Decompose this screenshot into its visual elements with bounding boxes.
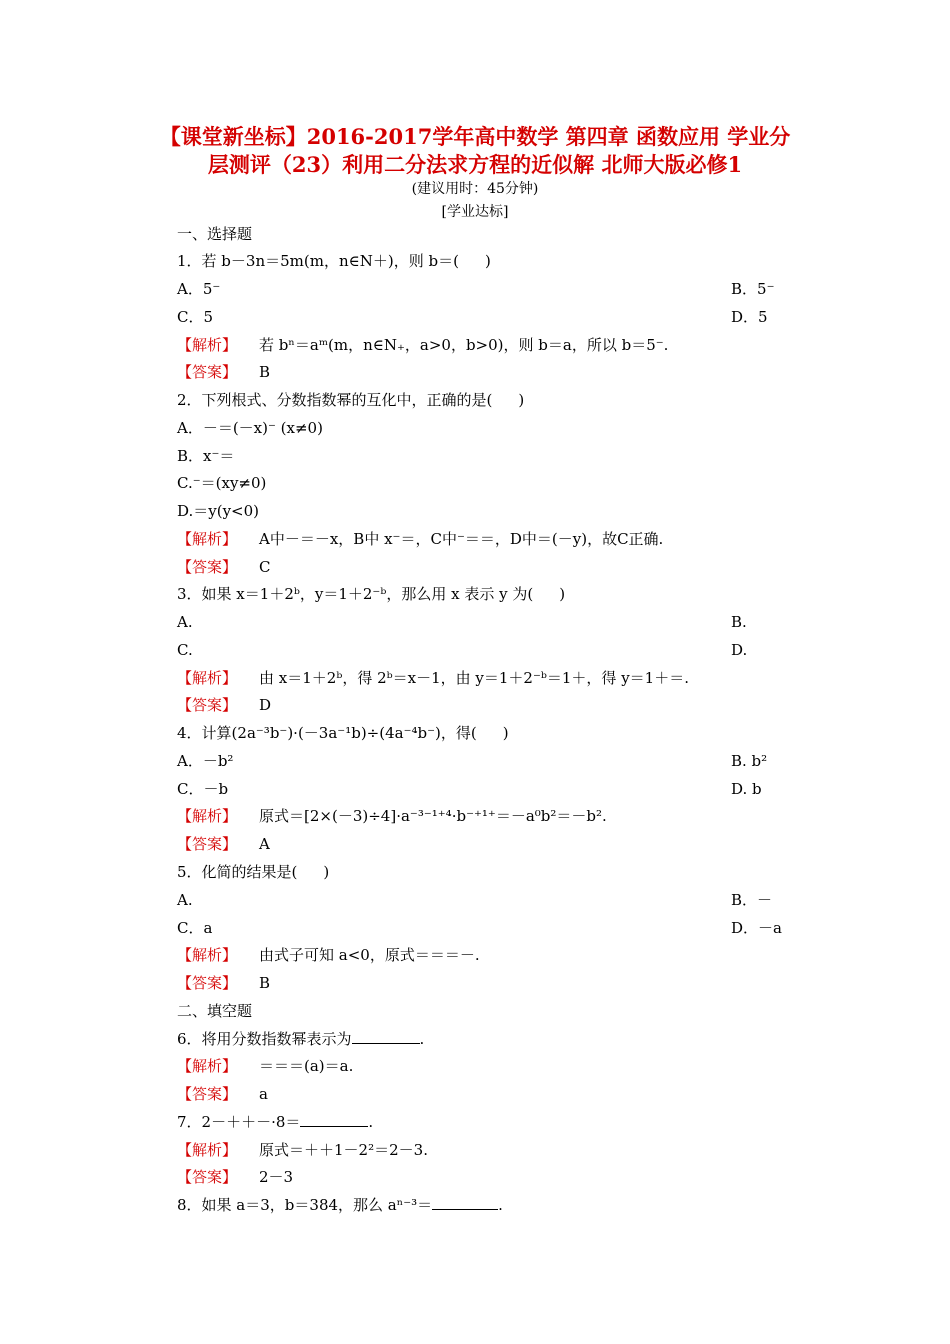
- question-2-option-b: B．x⁻＝: [177, 447, 235, 465]
- question-3-option-c: C.: [177, 641, 193, 659]
- question-5-option-a: A.: [177, 891, 193, 909]
- question-5-stem: 5．化简的结果是( ): [177, 863, 330, 881]
- document-title-line-1: 【课堂新坐标】2016-2017学年高中数学 第四章 函数应用 学业分: [159, 124, 791, 149]
- question-3-analysis: 【解析】 由 x＝1＋2ᵇ，得 2ᵇ＝x－1，由 y＝1＋2⁻ᵇ＝1＋，得 y＝1＋＝.: [177, 669, 689, 687]
- question-4-option-d: D. b: [731, 780, 762, 798]
- question-4-option-b: B. b²: [731, 752, 768, 770]
- question-7-analysis: 【解析】 原式＝＋＋1－2²＝2－3.: [177, 1141, 428, 1159]
- question-6-answer: 【答案】 a: [177, 1085, 268, 1103]
- question-4-option-c: C．－b: [177, 780, 229, 798]
- question-1-option-a: A．5⁻: [177, 280, 221, 298]
- question-2-answer: 【答案】 C: [177, 558, 271, 576]
- question-2-option-c: C.⁻＝(xy≠0): [177, 474, 267, 492]
- question-6-stem: 6．将用分数指数幂表示为 .: [177, 1030, 425, 1048]
- section-heading-choice: 一、选择题: [177, 225, 253, 243]
- question-8-stem: 8．如果 a＝3，b＝384，那么 aⁿ⁻³＝ .: [177, 1196, 503, 1214]
- suggested-time: (建议用时：45分钟): [411, 181, 539, 197]
- question-1-answer: 【答案】 B: [177, 363, 271, 381]
- question-2-option-d: D.＝y(y<0): [177, 502, 260, 520]
- question-3-answer: 【答案】 D: [177, 696, 272, 714]
- question-7-stem: 7．2－＋＋－·8＝ .: [177, 1113, 374, 1131]
- question-4-option-a: A．－b²: [177, 752, 234, 770]
- document-title-line-2: 层测评（23）利用二分法求方程的近似解 北师大版必修1: [207, 152, 743, 177]
- answer-blank: [432, 1195, 498, 1210]
- question-2-option-a: A．－＝(－x)⁻ (x≠0): [177, 419, 323, 437]
- question-2-analysis: 【解析】 A中－＝－x，B中 x⁻＝，C中⁻＝＝，D中＝(－y)，故C正确.: [177, 530, 664, 548]
- question-3-option-b: B.: [731, 613, 747, 631]
- section-heading-fill: 二、填空题: [177, 1002, 253, 1020]
- question-4-analysis: 【解析】 原式＝[2×(－3)÷4]·a⁻³⁻¹⁺⁴·b⁻⁺¹⁺＝－a⁰b²＝－b².: [177, 807, 607, 825]
- question-3-option-a: A.: [177, 613, 193, 631]
- question-2-stem: 2．下列根式、分数指数幂的互化中，正确的是( ): [177, 391, 525, 409]
- question-6-analysis: 【解析】 ＝＝＝(a)＝a.: [177, 1057, 354, 1075]
- question-1-analysis: 【解析】 若 bⁿ＝aᵐ(m，n∈N₊，a>0，b>0)，则 b＝a，所以 b＝5⁻.: [177, 336, 669, 354]
- question-7-answer: 【答案】 2－3: [177, 1168, 294, 1186]
- question-5-analysis: 【解析】 由式子可知 a<0，原式＝＝＝－.: [177, 946, 480, 964]
- question-4-answer: 【答案】 A: [177, 835, 270, 853]
- question-5-option-b: B．－: [731, 891, 773, 909]
- question-1-option-b: B．5⁻: [731, 280, 775, 298]
- question-4-stem: 4．计算(2a⁻³b⁻)·(－3a⁻¹b)÷(4a⁻⁴b⁻)，得( ): [177, 724, 509, 742]
- answer-blank: [300, 1112, 368, 1127]
- question-5-option-d: D．－a: [731, 919, 782, 937]
- question-1-option-d: D．5: [731, 308, 768, 326]
- answer-blank: [352, 1029, 420, 1044]
- question-3-stem: 3．如果 x＝1＋2ᵇ，y＝1＋2⁻ᵇ，那么用 x 表示 y 为( ): [177, 585, 566, 603]
- question-1-option-c: C．5: [177, 308, 214, 326]
- question-5-answer: 【答案】 B: [177, 974, 271, 992]
- question-5-option-c: C．a: [177, 919, 213, 937]
- question-1-stem: 1．若 b－3n＝5m(m，n∈N＋)，则 b＝( ): [177, 252, 491, 270]
- question-3-option-d: D.: [731, 641, 748, 659]
- section-label: [学业达标]: [441, 204, 509, 220]
